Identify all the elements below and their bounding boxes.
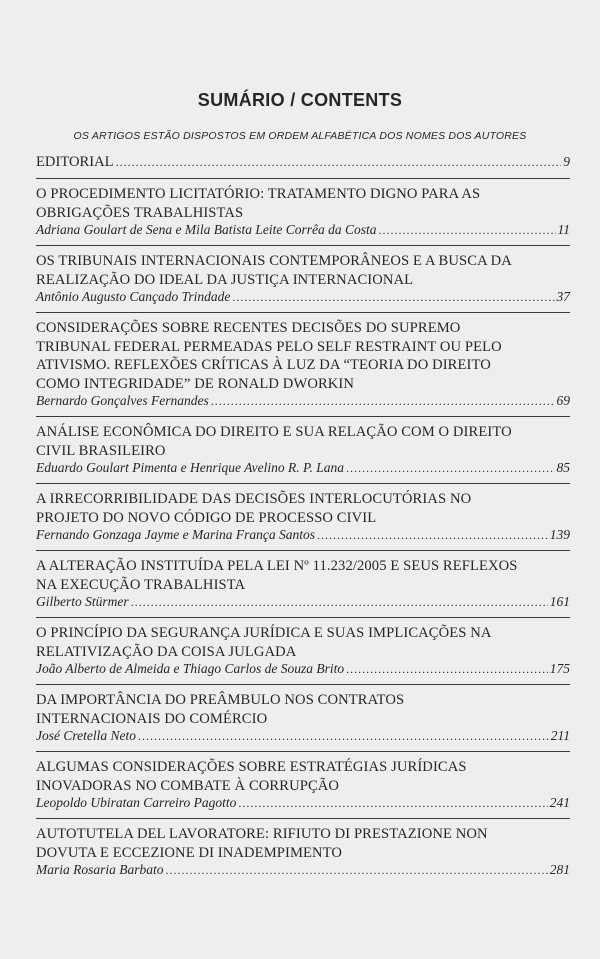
article-title-line: O PRINCÍPIO DA SEGURANÇA JURÍDICA E SUAS IMPLICAÇÕES NA: [36, 625, 492, 641]
page-number: 241: [549, 795, 570, 810]
toc-entry[interactable]: [36, 179, 570, 245]
article-title-line: COMO INTEGRIDADE” DE RONALD DWORKIN: [36, 375, 355, 392]
article-title-line: OS TRIBUNAIS INTERNACIONAIS CONTEMPORÂNEOS E A BUSCA DA: [36, 253, 512, 269]
toc-entry[interactable]: [36, 752, 570, 818]
dot-leader: [232, 290, 554, 305]
table-of-contents: [36, 154, 570, 885]
editorial-line: [36, 154, 570, 171]
article-title-line: OBRIGAÇÕES TRABALHISTAS: [36, 204, 244, 221]
page-number: 175: [549, 661, 570, 676]
page-number: 211: [550, 728, 570, 743]
article-authors: Adriana Goulart de Sena e Mila Batista Leite Corrêa da Costa: [36, 222, 377, 237]
article-authors: Fernando Gonzaga Jayme e Marina França Santos: [36, 527, 315, 542]
page-number: 37: [556, 289, 570, 304]
toc-entry[interactable]: [36, 551, 570, 617]
article-title-line: REALIZAÇÃO DO IDEAL DA JUSTIÇA INTERNACIONAL: [36, 271, 414, 288]
article-authors: José Cretella Neto: [36, 728, 136, 743]
article-authors: Bernardo Gonçalves Fernandes: [36, 393, 209, 408]
article-title-line: ALGUMAS CONSIDERAÇÕES SOBRE ESTRATÉGIAS JURÍDICAS: [36, 759, 467, 775]
article-title-line: NA EXECUÇÃO TRABALHISTA: [36, 576, 246, 593]
article-authors: Eduardo Goulart Pimenta e Henrique Avelino R. P. Lana: [36, 460, 344, 475]
ordering-note: OS ARTIGOS ESTÃO DISPOSTOS EM ORDEM ALFABÉTICA DOS NOMES DOS AUTORES: [73, 130, 527, 142]
article-title-line: ATIVISMO. REFLEXÕES CRÍTICAS À LUZ DA “TEORIA DO DIREITO: [36, 357, 491, 373]
author-line: [36, 527, 570, 543]
article-title-line: RELATIVIZAÇÃO DA COISA JULGADA: [36, 643, 297, 660]
dot-leader: [131, 595, 548, 610]
page-number: 85: [556, 460, 570, 475]
dot-leader: [211, 394, 555, 409]
author-line: [36, 393, 570, 409]
article-title-line: DA IMPORTÂNCIA DO PREÂMBULO NOS CONTRATOS: [36, 692, 405, 708]
author-line: [36, 728, 570, 744]
toc-entry[interactable]: [36, 313, 570, 416]
author-line: [36, 795, 570, 811]
article-title-line: A ALTERAÇÃO INSTITUÍDA PELA LEI Nº 11.232/2005 E SEUS REFLEXOS: [36, 558, 518, 574]
page-number: 139: [549, 527, 570, 542]
toc-entry[interactable]: [36, 685, 570, 751]
article-title-line: ANÁLISE ECONÔMICA DO DIREITO E SUA RELAÇÃO COM O DIREITO: [36, 424, 512, 440]
article-title-line: A IRRECORRIBILIDADE DAS DECISÕES INTERLOCUTÓRIAS NO: [36, 491, 472, 507]
article-title-line: CONSIDERAÇÕES SOBRE RECENTES DECISÕES DO SUPREMO: [36, 320, 461, 336]
article-title-line: O PROCEDIMENTO LICITATÓRIO: TRATAMENTO DIGNO PARA AS: [36, 186, 481, 202]
article-authors: João Alberto de Almeida e Thiago Carlos de Souza Brito: [36, 661, 345, 676]
article-authors: Antônio Augusto Cançado Trindade: [36, 289, 231, 304]
article-title-line: INTERNACIONAIS DO COMÉRCIO: [36, 710, 268, 727]
article-title-line: CIVIL BRASILEIRO: [36, 442, 166, 459]
page-number: 161: [549, 594, 570, 609]
dot-leader: [346, 461, 555, 476]
toc-entry[interactable]: [36, 484, 570, 550]
toc-entry[interactable]: [36, 246, 570, 312]
article-title-line: TRIBUNAL FEDERAL PERMEADAS PELO SELF RESTRAINT OU PELO: [36, 338, 502, 355]
editorial-label: EDITORIAL: [36, 154, 114, 170]
page-number: 9: [563, 154, 570, 169]
author-line: [36, 289, 570, 305]
dot-leader: [379, 223, 556, 238]
dot-leader: [116, 155, 562, 170]
article-authors: Gilberto Stürmer: [36, 594, 129, 609]
dot-leader: [346, 662, 548, 677]
author-line: [36, 222, 570, 238]
article-title-line: DOVUTA E ECCEZIONE DI INADEMPIMENTO: [36, 844, 343, 861]
article-title-line: PROJETO DO NOVO CÓDIGO DE PROCESSO CIVIL: [36, 509, 377, 526]
article-title-line: INOVADORAS NO COMBATE À CORRUPÇÃO: [36, 777, 340, 794]
author-line: [36, 661, 570, 677]
article-title-line: AUTOTUTELA DEL LAVORATORE: RIFIUTO DI PRESTAZIONE NON: [36, 826, 488, 842]
dot-leader: [138, 729, 549, 744]
author-line: [36, 862, 570, 878]
dot-leader: [317, 528, 548, 543]
article-authors: Maria Rosaria Barbato: [36, 862, 164, 877]
dot-leader: [238, 796, 547, 811]
page-title: SUMÁRIO / CONTENTS: [197, 90, 403, 110]
toc-entry[interactable]: [36, 819, 570, 885]
dot-leader: [166, 863, 548, 878]
page-number: 11: [557, 222, 570, 237]
author-line: [36, 594, 570, 610]
toc-entry[interactable]: [36, 417, 570, 483]
toc-entry[interactable]: [36, 618, 570, 684]
page-number: 281: [549, 862, 570, 877]
toc-entry-editorial[interactable]: [36, 154, 570, 178]
page-number: 69: [556, 393, 570, 408]
author-line: [36, 460, 570, 476]
article-authors: Leopoldo Ubiratan Carreiro Pagotto: [36, 795, 237, 810]
toc-entries: [36, 178, 570, 885]
